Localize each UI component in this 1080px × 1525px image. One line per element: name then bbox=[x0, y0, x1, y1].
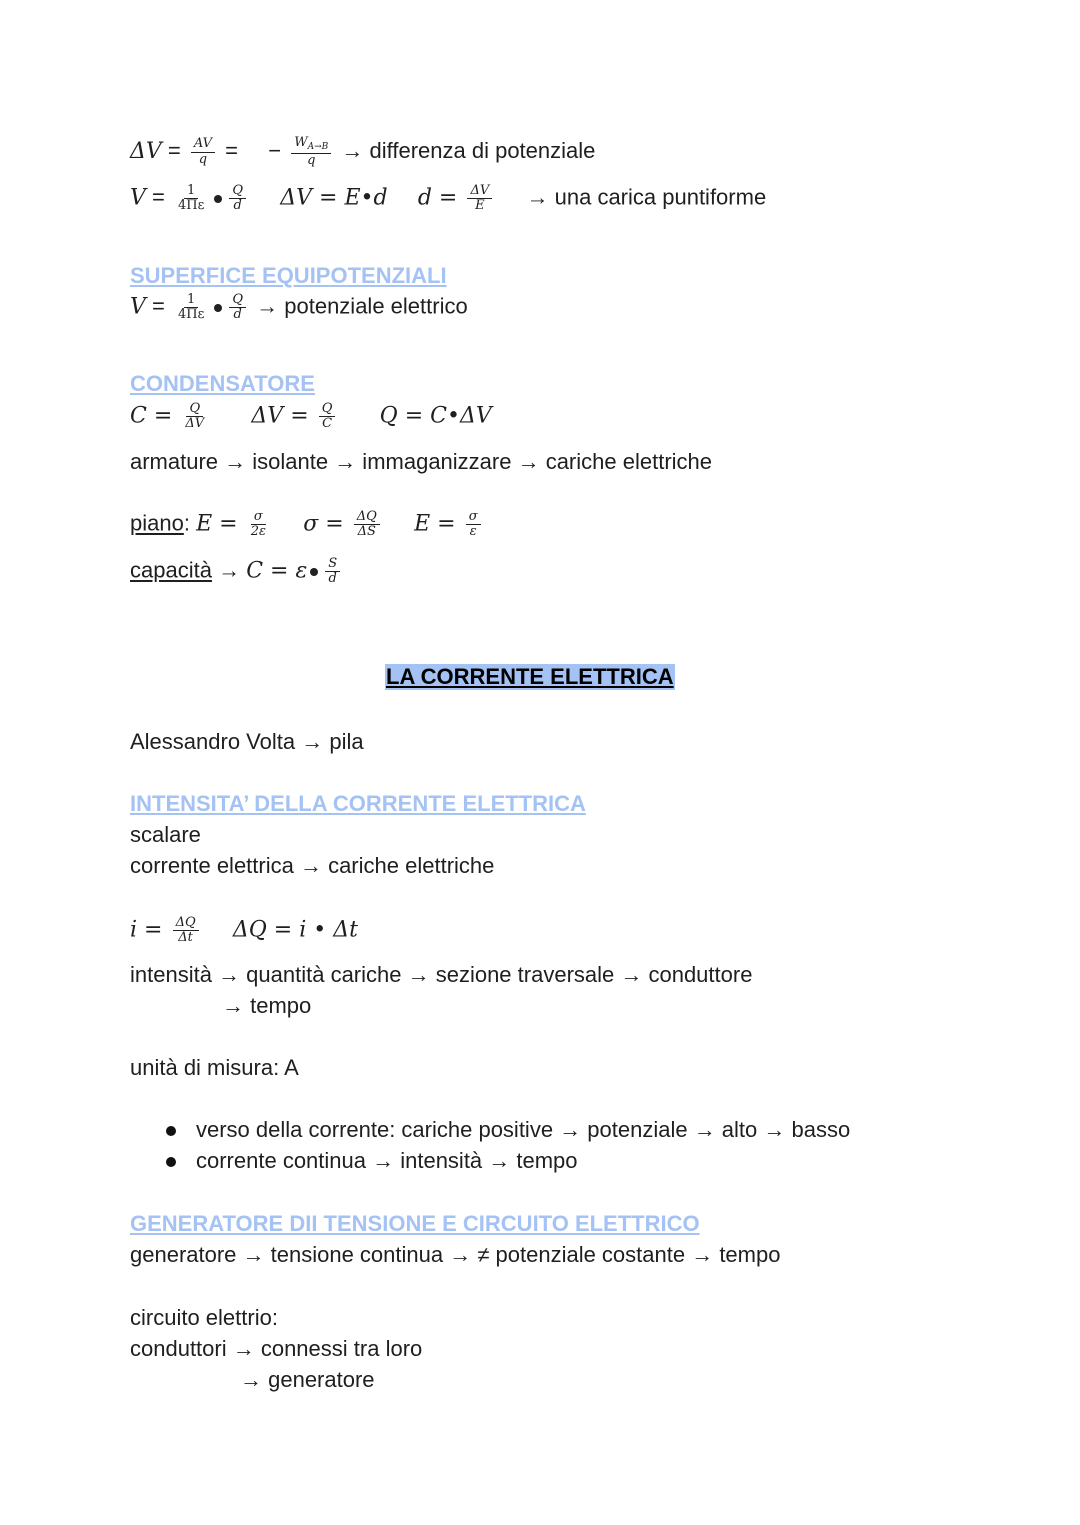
text-conduttori: conduttori → connessi tra loro bbox=[130, 1336, 423, 1361]
heading-superfice: SUPERFICE EQUIPOTENZIALI bbox=[130, 263, 447, 288]
fraction bbox=[173, 916, 199, 946]
formula-lhs: E = bbox=[414, 511, 456, 537]
numerator: AV bbox=[191, 137, 215, 152]
formula-electric-potential bbox=[130, 293, 468, 323]
formula-lhs: C = bbox=[130, 403, 173, 429]
condensatore-text: armature → isolante → immaganizzare → cariche elettriche bbox=[130, 449, 713, 474]
list-item: corrente continua → intensità → tempo bbox=[196, 1148, 578, 1173]
fraction bbox=[319, 402, 336, 432]
numerator: 1 bbox=[184, 293, 198, 308]
volta-line: Alessandro Volta → pila bbox=[130, 729, 364, 754]
bullet-icon bbox=[166, 1157, 176, 1167]
minus-sign: − bbox=[268, 137, 282, 163]
formula-capacita bbox=[130, 557, 344, 587]
denominator: ΔS bbox=[357, 524, 376, 540]
formula-lhs: V bbox=[130, 185, 146, 211]
formula-lhs: ΔV bbox=[130, 138, 162, 164]
numerator bbox=[291, 136, 331, 154]
work-symbol: W bbox=[294, 135, 308, 150]
product-dot bbox=[310, 568, 318, 576]
formula-lhs: C = ε bbox=[246, 558, 308, 584]
numerator: Q bbox=[229, 184, 246, 199]
denominator: d bbox=[233, 307, 242, 323]
heading-condensatore: CONDENSATORE bbox=[130, 371, 315, 396]
numerator: S bbox=[325, 557, 340, 572]
formula-piano bbox=[130, 510, 485, 540]
numerator: σ bbox=[466, 510, 481, 525]
equals-sign: = bbox=[167, 137, 181, 163]
text-generatore-arrow: → generatore bbox=[240, 1367, 375, 1392]
work-subscript: A→B bbox=[307, 142, 329, 152]
denominator: E bbox=[475, 198, 485, 214]
formula-point-charge bbox=[130, 184, 766, 214]
denominator: ε bbox=[469, 524, 477, 540]
text-tempo: → tempo bbox=[222, 993, 312, 1018]
page-title-corrente: LA CORRENTE ELETTRICA bbox=[386, 664, 674, 689]
fraction bbox=[229, 184, 246, 214]
fraction bbox=[325, 557, 340, 587]
heading-intensita: INTENSITA’ DELLA CORRENTE ELETTRICA bbox=[130, 791, 586, 816]
formula-lhs: σ = bbox=[303, 511, 344, 537]
fraction bbox=[467, 184, 492, 214]
fraction bbox=[354, 510, 380, 540]
denominator: C bbox=[322, 416, 333, 432]
equals-sign: = bbox=[225, 137, 239, 163]
denominator: 4Πε bbox=[178, 307, 205, 323]
denominator: ΔV bbox=[185, 416, 205, 432]
formula-lhs: V bbox=[130, 294, 146, 320]
denominator: q bbox=[198, 151, 208, 167]
denominator: 2ε bbox=[250, 524, 266, 540]
denominator: 4Πε bbox=[178, 198, 205, 214]
numerator: ΔQ bbox=[173, 916, 199, 931]
equals-sign: = bbox=[152, 184, 165, 210]
arrow: → bbox=[218, 557, 241, 583]
numerator: Q bbox=[319, 402, 336, 417]
numerator: Q bbox=[229, 293, 246, 308]
text-generatore: generatore → tensione continua → ≠ potenziale costante → tempo bbox=[130, 1242, 781, 1267]
denominator: d bbox=[328, 571, 337, 587]
fraction bbox=[466, 510, 481, 540]
product-dot bbox=[214, 195, 222, 203]
text-unita-misura: unità di misura: A bbox=[130, 1055, 299, 1080]
numerator: ΔQ bbox=[354, 510, 380, 525]
piano-label: piano bbox=[130, 510, 184, 536]
text-corrente-cariche: corrente elettrica → cariche elettriche bbox=[130, 853, 495, 878]
colon: : bbox=[183, 510, 190, 536]
equals-sign: = bbox=[152, 293, 165, 319]
product-dot bbox=[214, 304, 222, 312]
capacita-label: capacità bbox=[130, 557, 212, 583]
formula-lhs: d = bbox=[417, 185, 458, 211]
formula-lhs: ΔV = bbox=[251, 403, 309, 429]
numerator: 1 bbox=[184, 184, 198, 199]
bullet-icon bbox=[166, 1126, 176, 1136]
text-intensita-chain: intensità → quantità cariche → sezione traversale → conduttore bbox=[130, 962, 753, 987]
list-item: verso della corrente: cariche positive → potenziale → alto → basso bbox=[196, 1117, 851, 1142]
fraction bbox=[248, 510, 269, 540]
formula-charge: Q = C•ΔV bbox=[379, 403, 492, 429]
numerator: ΔV bbox=[467, 184, 492, 199]
formula-description: → potenziale elettrico bbox=[256, 293, 468, 319]
formula-current bbox=[130, 916, 358, 946]
formula-capacitance bbox=[130, 402, 492, 432]
denominator: d bbox=[233, 198, 242, 214]
formula-description: → differenza di potenziale bbox=[341, 137, 596, 163]
formula-charge-time: ΔQ = i • Δt bbox=[232, 917, 358, 943]
fraction bbox=[229, 293, 246, 323]
denominator: q bbox=[307, 152, 316, 168]
formula-potential-difference bbox=[130, 136, 595, 168]
formula-description: → una carica puntiforme bbox=[526, 184, 767, 210]
numerator: Q bbox=[186, 402, 203, 417]
fraction bbox=[191, 137, 215, 167]
fraction bbox=[291, 136, 331, 168]
formula-lhs: E = bbox=[196, 511, 238, 537]
text-scalare: scalare bbox=[130, 822, 201, 847]
numerator: σ bbox=[251, 510, 266, 525]
fraction bbox=[175, 293, 207, 323]
denominator: Δt bbox=[178, 930, 193, 946]
formula-lhs: i = bbox=[130, 917, 163, 943]
fraction bbox=[182, 402, 207, 432]
formula-field-distance: ΔV = E•d bbox=[280, 185, 388, 211]
text-circuito: circuito elettrio: bbox=[130, 1305, 278, 1330]
heading-generatore: GENERATORE DII TENSIONE E CIRCUITO ELETTRICO bbox=[130, 1211, 700, 1236]
fraction bbox=[175, 184, 207, 214]
